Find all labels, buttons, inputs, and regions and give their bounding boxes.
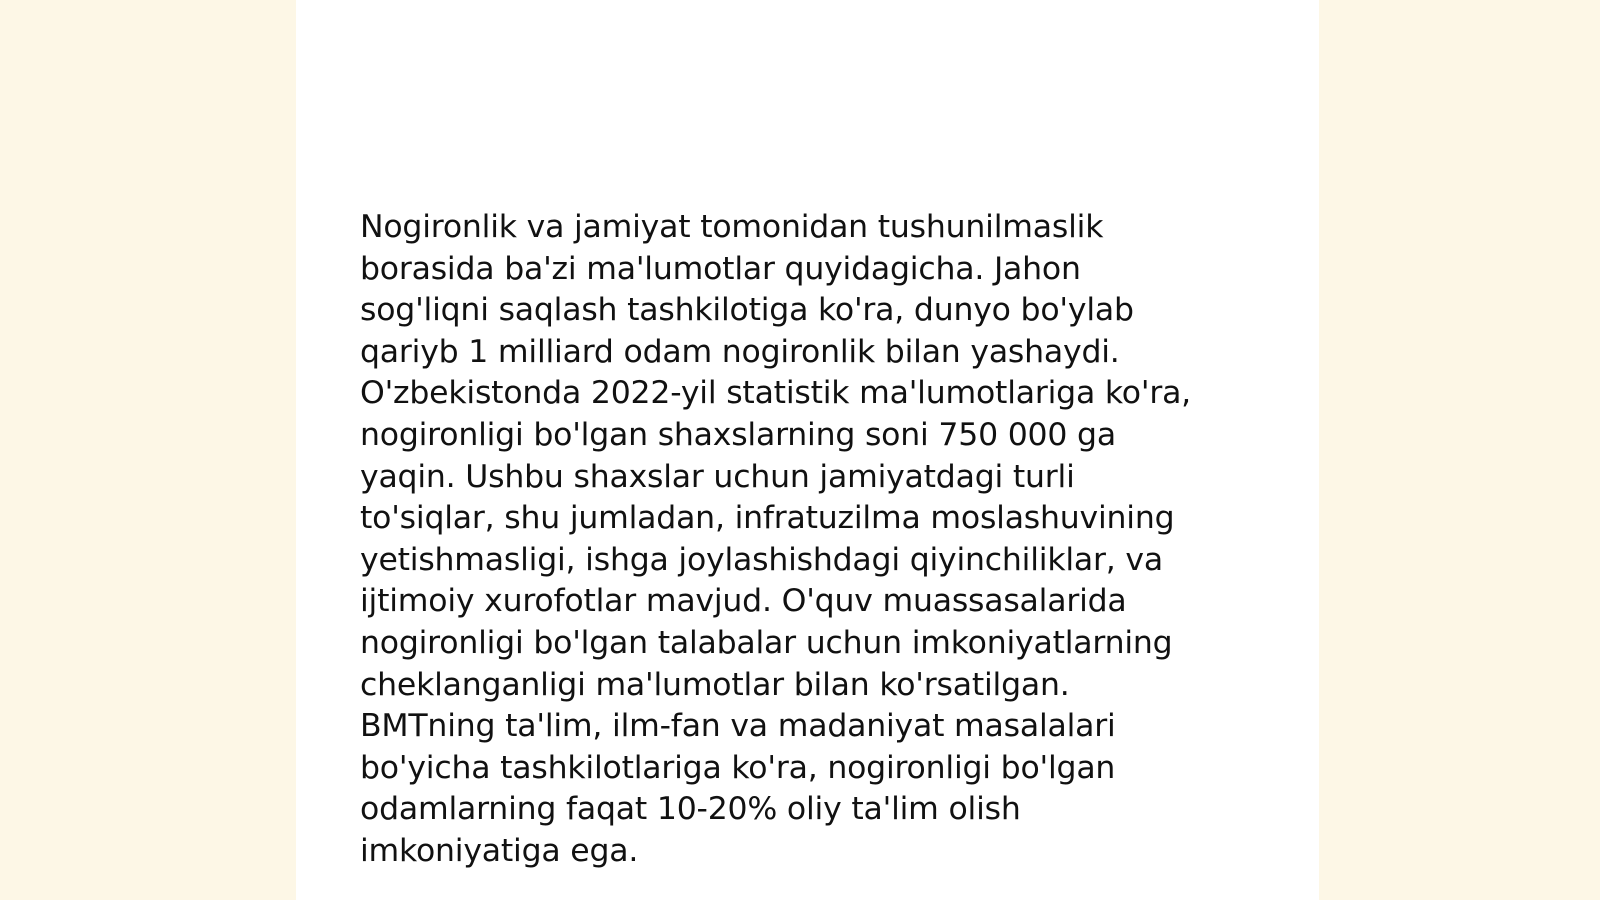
paragraph-line: qariyb 1 milliard odam nogironlik bilan yashaydi. (360, 333, 1120, 370)
paragraph-line: Nogironlik va jamiyat tomonidan tushunilmaslik (360, 209, 1104, 245)
paragraph-line: borasida ba'zi ma'lumotlar quyidagicha. Jahon (360, 250, 1081, 287)
paragraph-line: bo'yicha tashkilotlariga ko'ra, nogironligi bo'lgan (360, 749, 1116, 786)
paragraph-line: yetishmasligi, ishga joylashishdagi qiyinchiliklar, va (360, 541, 1163, 578)
paragraph-line: to'siqlar, shu jumladan, infratuzilma moslashuvining (360, 500, 1175, 537)
paragraph-line: odamlarning faqat 10-20% oliy ta'lim olish (360, 791, 1021, 828)
paragraph-line: sog'liqni saqlash tashkilotiga ko'ra, dunyo bo'ylab (360, 292, 1134, 329)
document-page (296, 0, 1319, 900)
paragraph-line: nogironligi bo'lgan talabalar uchun imkoniyatlarning (360, 624, 1173, 661)
body-paragraph (360, 207, 1230, 873)
paragraph-line: ijtimoiy xurofotlar mavjud. O'quv muassasalarida (360, 583, 1127, 620)
paragraph-line: yaqin. Ushbu shaxslar uchun jamiyatdagi turli (360, 458, 1075, 495)
paragraph-line: O'zbekistonda 2022-yil statistik ma'lumotlariga ko'ra, (360, 375, 1191, 412)
paragraph-line: BMTning ta'lim, ilm-fan va madaniyat masalalari (360, 708, 1116, 745)
paragraph-line: imkoniyatiga ega. (360, 832, 639, 869)
paragraph-line: nogironligi bo'lgan shaxslarning soni 750 000 ga (360, 416, 1116, 453)
paragraph-line: cheklanganligi ma'lumotlar bilan ko'rsatilgan. (360, 666, 1070, 703)
